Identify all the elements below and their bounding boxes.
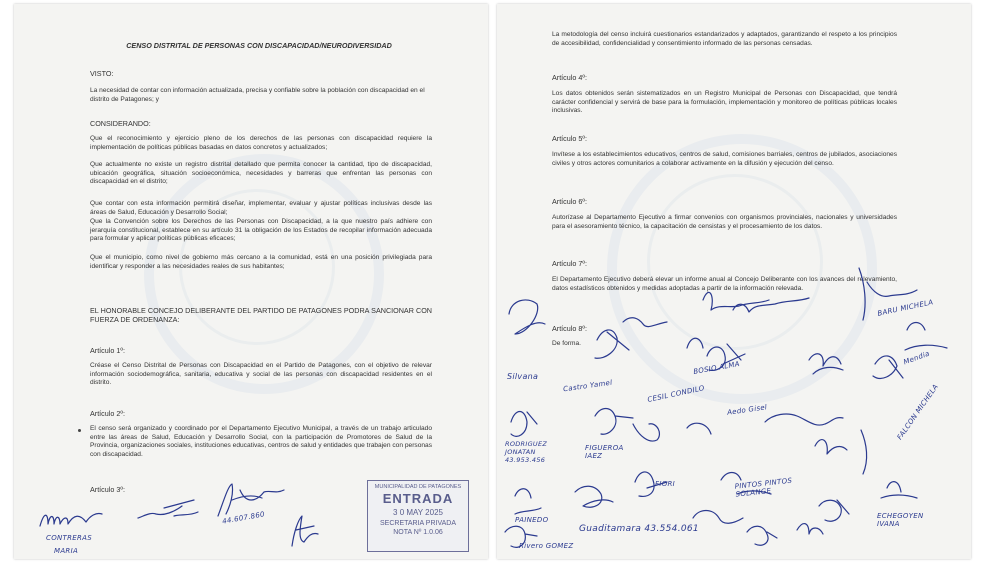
article-3-text: La metodología del censo incluirá cuestionarios estandarizados y adaptados, garantizando el respeto a los principios de accesibilidad, confidencialidad y consentimiento informado de las personas censadas.: [552, 31, 897, 47]
stamp-line-1: MUNICIPALIDAD DE PATAGONES: [374, 484, 462, 490]
handwritten-name-1: Silvana: [507, 372, 539, 381]
visto-text: La necesidad de contar con información actualizada, precisa y confiable sobre la población con discapacidad en el distrito de Patagones; y: [90, 87, 425, 103]
signatures-cluster: [497, 4, 971, 559]
document-page-right: [497, 4, 971, 559]
article-6-text: Autorízase al Departamento Ejecutivo a firmar convenios con organismos provinciales, nacionales y universidades para el asesoramiento técnico, la capacitación de censistas y el procesamiento de los datos.: [552, 214, 897, 230]
article-1-heading: Artículo 1º:: [90, 346, 125, 355]
handwritten-name-6: Mendia: [902, 349, 931, 367]
article-7-text: El Departamento Ejecutivo deberá elevar un informe anual al Concejo Deliberante con los avances del relevamiento, datos estadísticos obtenidos y medidas adoptadas a partir de la información relevada.: [552, 276, 897, 292]
stamp-line-3: 3 0 MAY 2025: [393, 508, 443, 517]
handwritten-name-15: BOSIO ALMA: [692, 359, 741, 377]
handwritten-name-3: CESIL CONDILO: [646, 384, 706, 404]
handwritten-name-11: PINTOS PINTOS SOLANGE: [734, 476, 793, 499]
handwritten-name-7: FALCON MICHELA: [895, 382, 940, 442]
handwritten-name-10: PAINEDO: [515, 516, 549, 524]
stamp-line-2: ENTRADA: [382, 491, 454, 506]
handwritten-name-5: BARU MICHELA: [876, 298, 934, 318]
signature-4: [284, 512, 324, 552]
article-2-heading: Artículo 2º:: [90, 409, 125, 418]
handwritten-name-8: RODRIGUEZ JONATAN 43.953.456: [505, 440, 548, 464]
handwritten-name-12: Guaditamara 43.554.061: [579, 524, 699, 534]
article-4-heading: Artículo 4º:: [552, 73, 587, 82]
handwritten-name-4: Aedo Gisel: [726, 403, 768, 417]
stamp-line-4: SECRETARIA PRIVADA: [380, 520, 456, 527]
entry-stamp: [367, 480, 469, 552]
document-title: CENSO DISTRITAL DE PERSONAS CON DISCAPACIDAD/NEURODIVERSIDAD: [126, 41, 392, 50]
bullet-marker: [78, 429, 81, 432]
considerando-5: Que el municipio, como nivel de gobierno más cercano a la comunidad, está en una posición privilegiada para identificar y responder a las necesidades reales de sus habitantes;: [90, 254, 432, 270]
signature-2: [134, 494, 204, 524]
handwritten-name-16: FIORI: [655, 480, 676, 488]
considerando-2: Que actualmente no existe un registro distrital detallado que permita conocer la cantidad, tipo de discapacidad, ubicación geográfica, situación socioeconómica, necesidades y barreras que enfrentan las personas con discapacidad en el distrito;: [90, 161, 432, 186]
sanciona-text: EL HONORABLE CONCEJO DELIBERANTE DEL PARTIDO DE PATAGONES PODRA SANCIONAR CON FUERZA DE ORDENANZA:: [90, 306, 432, 324]
article-5-heading: Artículo 5º:: [552, 134, 587, 143]
signature-1: [36, 504, 106, 534]
handwritten-name-13: Rivero GOMEZ: [519, 542, 574, 550]
article-5-text: Invítese a los establecimientos educativos, centros de salud, comisiones barriales, centros de jubilados, asociaciones civiles y otros actores comunitarios a colaborar activamente en la difusión y ejecución del censo.: [552, 151, 897, 167]
handwritten-name-2: Castro Yamel: [562, 378, 613, 394]
handwritten-maria: MARIA: [54, 547, 79, 555]
handwritten-number: 44.607.860: [221, 510, 266, 526]
considerando-4: Que la Convención sobre los Derechos de las Personas con Discapacidad, a la que nuestro país adhiere con jerarquía constitucional, establece en su artículo 31 la obligación de los Estados de recopilar información adecuada para formular y aplicar políticas públicas eficaces;: [90, 218, 432, 243]
stamp-line-5: NOTA Nº 1.0.06: [393, 529, 443, 536]
article-2-text: El censo será organizado y coordinado por el Departamento Ejecutivo Municipal, a través de un trabajo articulado entre las áreas de Salud, Educación y Desarrollo Social, con la participación de Promotores de Salud de la Provincia, organizaciones sociales, instituciones educativas, centros de salud y entidades que trabajen con personas con discapacidad.: [90, 425, 432, 458]
article-8-heading: Artículo 8º:: [552, 324, 587, 333]
visto-heading: VISTO:: [90, 69, 114, 78]
article-6-heading: Artículo 6º:: [552, 197, 587, 206]
article-3-heading: Artículo 3º:: [90, 485, 125, 494]
handwritten-name-9: FIGUEROA IAEZ: [585, 444, 624, 460]
document-page-left: [14, 4, 488, 559]
handwritten-name-14: ECHEGOYEN IVANA: [877, 512, 924, 528]
article-1-text: Créase el Censo Distrital de Personas con Discapacidad en el Partido de Patagones, con el objetivo de relevar información sociodemográfica, sanitaria, educativa y social de las personas con discapacidad residentes en el distrito.: [90, 362, 432, 387]
article-8-text: De forma.: [552, 340, 581, 347]
considerando-heading: CONSIDERANDO:: [90, 119, 151, 128]
article-7-heading: Artículo 7º:: [552, 259, 587, 268]
considerando-1: Que el reconocimiento y ejercicio pleno de los derechos de las personas con discapacidad requiere la implementación de políticas públicas basadas en datos concretos y actualizados;: [90, 135, 432, 151]
considerando-3: Que contar con esta información permitirá diseñar, implementar, evaluar y ajustar políticas inclusivas desde las áreas de Salud, Educación y Desarrollo Social;: [90, 200, 432, 216]
handwritten-contreras: CONTRERAS: [46, 534, 92, 542]
article-4-text: Los datos obtenidos serán sistematizados en un Registro Municipal de Personas con Discapacidad, que tendrá carácter confidencial y servirá de base para la formulación, implementación y monitoreo de políticas públicas locales inclusivas.: [552, 90, 897, 115]
